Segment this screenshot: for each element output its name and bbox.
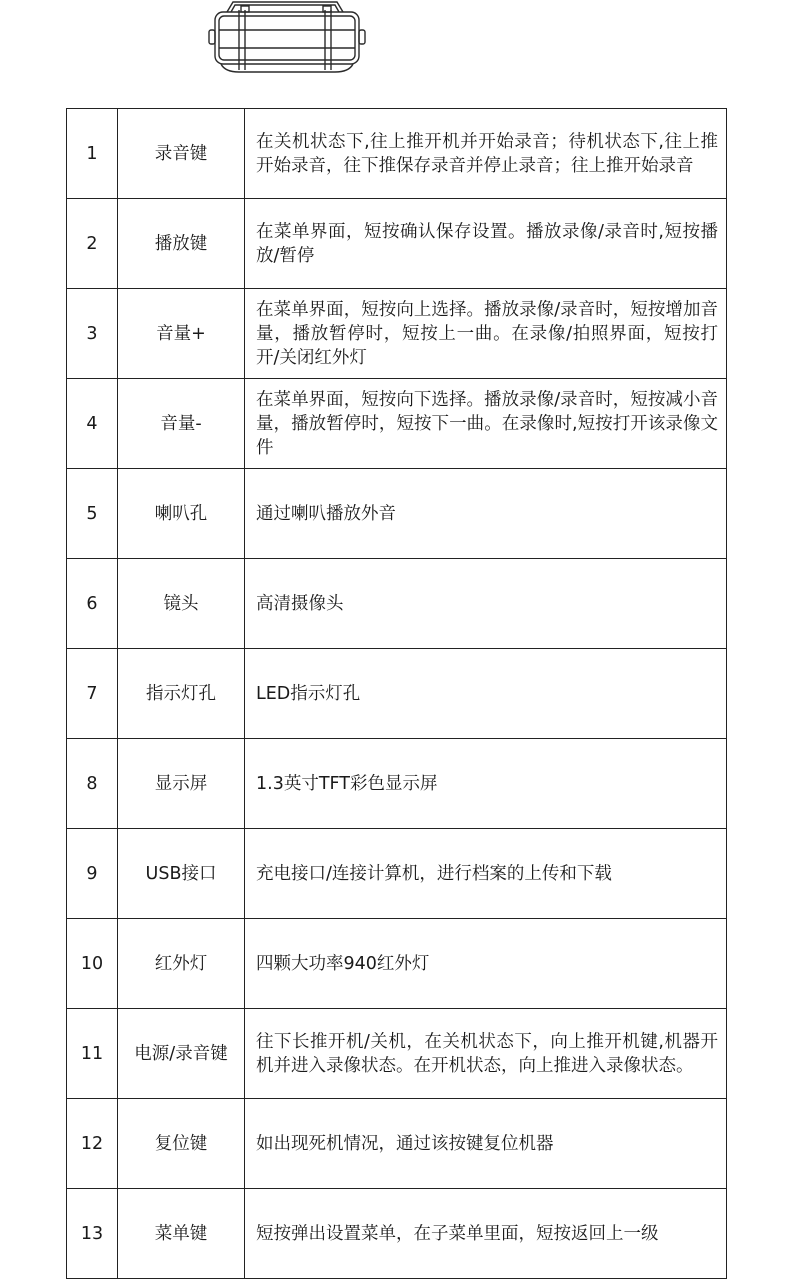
button-description: 在关机状态下,往上推开机并开始录音；待机状态下,往上推开始录音，往下推保存录音并停止录音；往上推开始录音 [245,109,727,199]
table-row [67,469,727,559]
button-name: 音量- [118,379,245,469]
table-row [67,199,727,289]
button-description: 在菜单界面，短按向上选择。播放录像/录音时，短按增加音量，播放暂停时，短按上一曲。在录像/拍照界面，短按打开/关闭红外灯 [245,289,727,379]
button-description: 高清摄像头 [245,559,727,649]
button-name: USB接口 [118,829,245,919]
button-name: 复位键 [118,1099,245,1189]
button-description: 在菜单界面，短按向下选择。播放录像/录音时，短按减小音量，播放暂停时，短按下一曲。在录像时,短按打开该录像文件 [245,379,727,469]
button-name: 显示屏 [118,739,245,829]
button-name: 播放键 [118,199,245,289]
button-name: 红外灯 [118,919,245,1009]
row-number: 12 [67,1099,118,1189]
table-row [67,829,727,919]
button-name: 镜头 [118,559,245,649]
button-name: 菜单键 [118,1189,245,1279]
device-illustration [205,0,370,76]
table-row [67,919,727,1009]
table-row [67,649,727,739]
table-row [67,1099,727,1189]
table-row [67,1009,727,1099]
button-name: 电源/录音键 [118,1009,245,1099]
button-description: 如出现死机情况，通过该按键复位机器 [245,1099,727,1189]
button-description: 四颗大功率940红外灯 [245,919,727,1009]
button-name: 喇叭孔 [118,469,245,559]
button-description: 1.3英寸TFT彩色显示屏 [245,739,727,829]
button-name: 音量+ [118,289,245,379]
button-description: LED指示灯孔 [245,649,727,739]
button-description: 在菜单界面，短按确认保存设置。播放录像/录音时,短按播放/暂停 [245,199,727,289]
button-description: 短按弹出设置菜单，在子菜单里面，短按返回上一级 [245,1189,727,1279]
button-description: 通过喇叭播放外音 [245,469,727,559]
row-number: 4 [67,379,118,469]
button-spec-table [66,108,727,1279]
table-row [67,109,727,199]
table-row [67,379,727,469]
row-number: 2 [67,199,118,289]
button-description: 充电接口/连接计算机，进行档案的上传和下载 [245,829,727,919]
table-row [67,739,727,829]
row-number: 9 [67,829,118,919]
row-number: 10 [67,919,118,1009]
row-number: 8 [67,739,118,829]
row-number: 6 [67,559,118,649]
row-number: 13 [67,1189,118,1279]
row-number: 7 [67,649,118,739]
button-name: 录音键 [118,109,245,199]
row-number: 11 [67,1009,118,1099]
table-row [67,1189,727,1279]
button-name: 指示灯孔 [118,649,245,739]
row-number: 1 [67,109,118,199]
button-description: 往下长推开机/关机，在关机状态下，向上推开机键,机器开机并进入录像状态。在开机状态，向上推进入录像状态。 [245,1009,727,1099]
spec-table-body [67,109,727,1279]
table-row [67,289,727,379]
table-row [67,559,727,649]
row-number: 5 [67,469,118,559]
row-number: 3 [67,289,118,379]
